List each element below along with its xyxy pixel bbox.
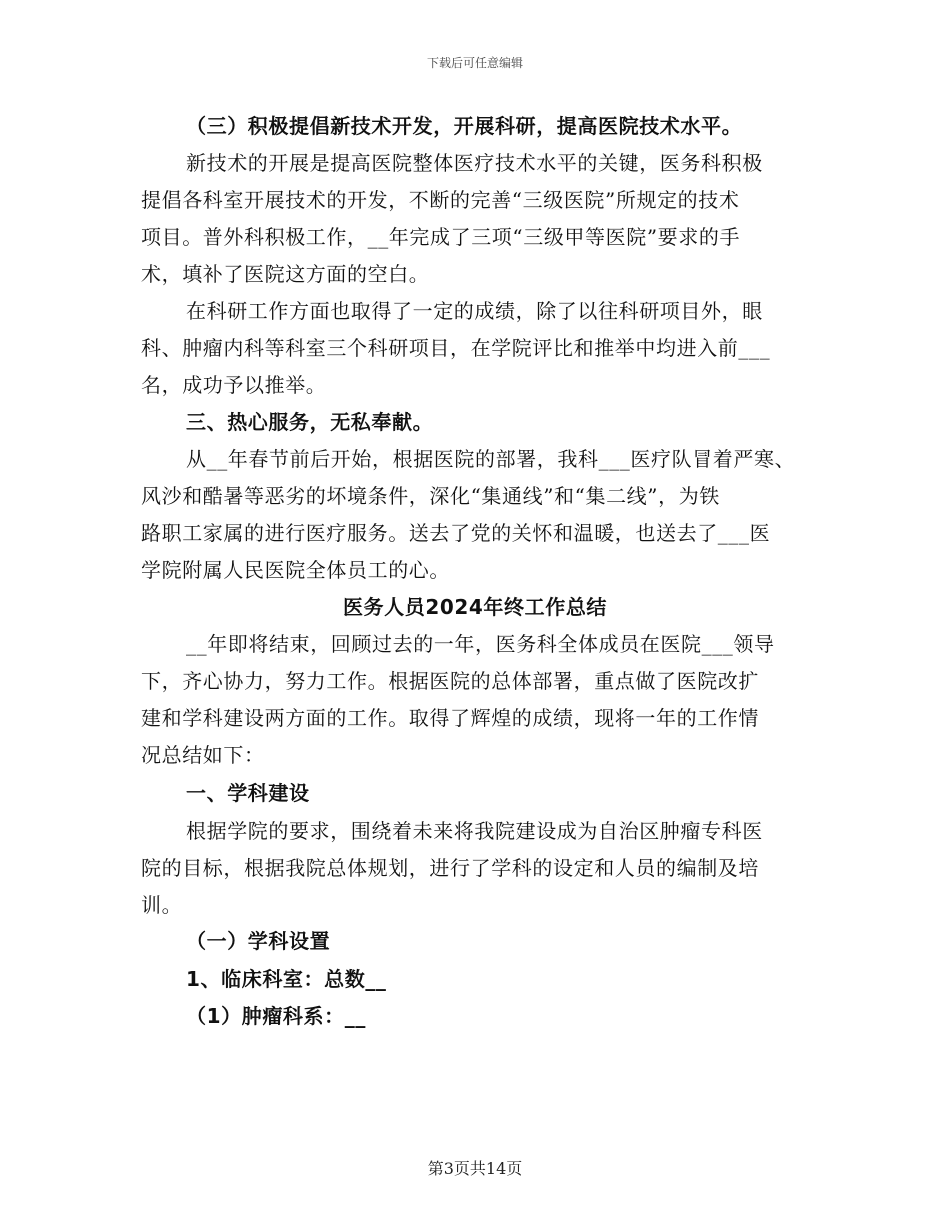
section-heading-service: 三、热心服务，无私奉献。: [186, 410, 434, 434]
paragraph-line: __年即将结束，回顾过去的一年，医务科全体成员在医院___领导: [186, 632, 775, 656]
paragraph-line: 名，成功予以推举。: [141, 373, 327, 397]
paragraph-line: 路职工家属的进行医疗服务。送去了党的关怀和温暖，也送去了___医: [141, 521, 771, 545]
paragraph-line: 建和学科建设两方面的工作。取得了辉煌的成绩，现将一年的工作情: [141, 706, 759, 730]
paragraph-line: 况总结如下：: [141, 743, 265, 767]
document-title: 医务人员2024年终工作总结: [342, 595, 608, 619]
section-heading-new-tech: （三）积极提倡新技术开发，开展科研，提高医院技术水平。: [186, 114, 743, 138]
paragraph-line: 风沙和酷暑等恶劣的坏境条件，深化“集通线”和“集二线”，为铁: [141, 484, 720, 508]
paragraph-line: 院的目标，根据我院总体规划，进行了学科的设定和人员的编制及培: [141, 856, 759, 880]
page-header: 下载后可任意编辑: [426, 56, 523, 70]
paragraph-line: 下，齐心协力，努力工作。根据医院的总体部署，重点做了医院改扩: [141, 669, 759, 693]
paragraph-line: 学院附属人民医院全体员工的心。: [141, 558, 450, 582]
section-heading-discipline: 一、学科建设: [186, 781, 310, 805]
paragraph-line: 从__年春节前后开始，根据医院的部署，我科___医疗队冒着严寒、: [186, 447, 796, 471]
paragraph-line: 科、肿瘤内科等科室三个科研项目，在学院评比和推举中均进入前___: [141, 336, 771, 360]
paragraph-line: 术，填补了医院这方面的空白。: [141, 262, 430, 286]
paragraph-line: 项目。普外科积极工作，__年完成了三项“三级甲等医院”要求的手: [141, 225, 741, 249]
paragraph-line: 训。: [141, 893, 183, 917]
page-number: 第3页共14页: [427, 1159, 523, 1178]
paragraph-line: 新技术的开展是提高医院整体医疗技术水平的关键，医务科积极: [186, 151, 763, 175]
list-item-heading: （1）肿瘤科系：__: [186, 1004, 366, 1028]
paragraph-line: 根据学院的要求，围绕着未来将我院建设成为自治区肿瘤专科医: [186, 819, 763, 843]
paragraph-line: 在科研工作方面也取得了一定的成绩，除了以往科研项目外，眼: [186, 299, 763, 323]
paragraph-line: 提倡各科室开展技术的开发，不断的完善“三级医院”所规定的技术: [141, 188, 740, 212]
subsection-heading: （一）学科设置: [186, 929, 331, 953]
list-item-heading: 1、临床科室：总数__: [186, 967, 387, 991]
